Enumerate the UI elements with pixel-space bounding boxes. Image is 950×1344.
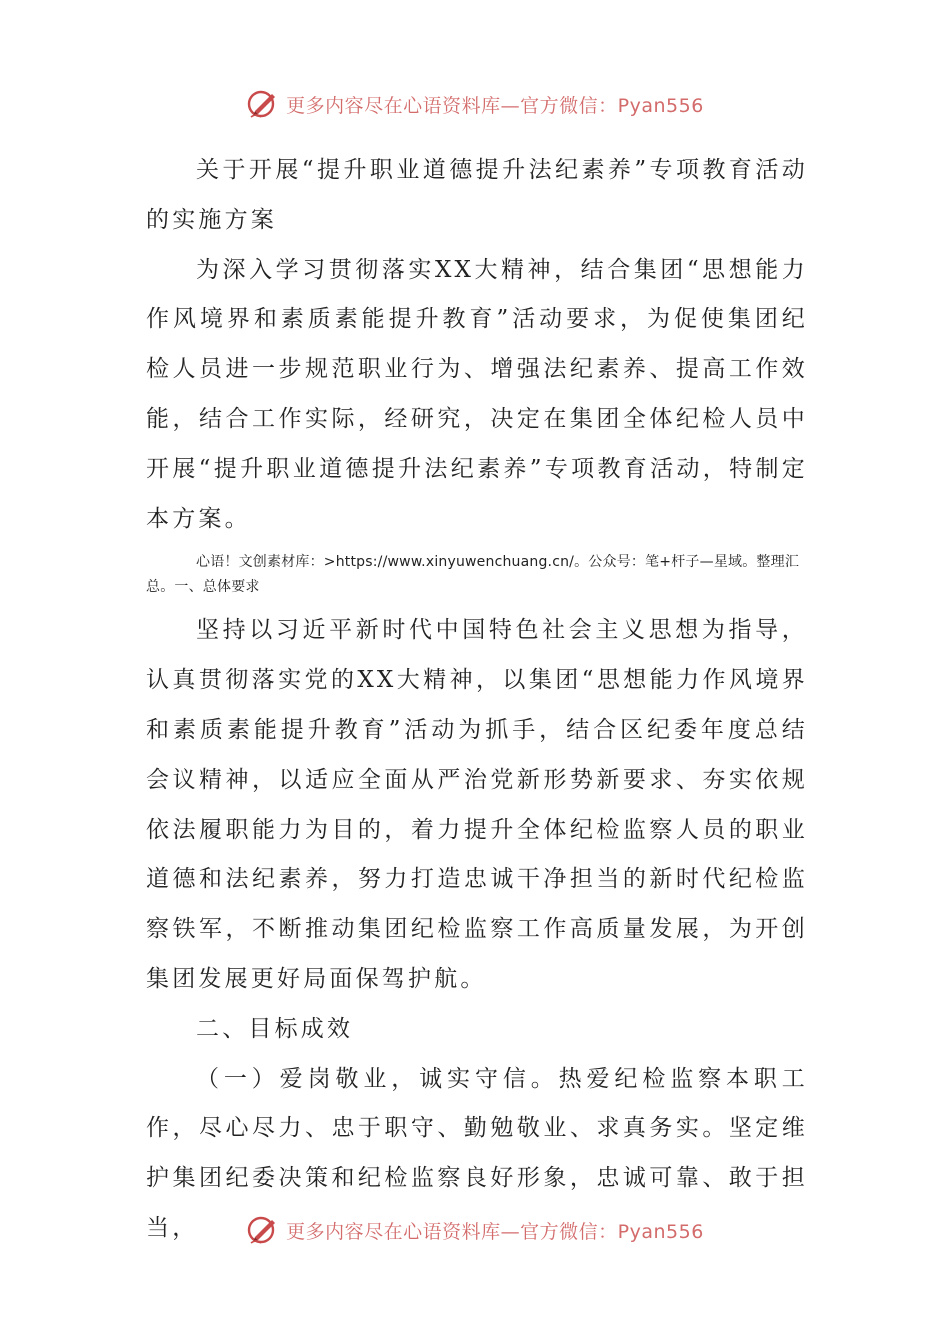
banner-label: 更多内容尽在心语资料库—官方微信： (286, 94, 618, 117)
pen-logo-icon (246, 1213, 280, 1247)
banner-label: 更多内容尽在心语资料库—官方微信： (286, 1220, 618, 1243)
footer-banner (0, 1210, 950, 1250)
overall-requirements-paragraph: 坚持以习近平新时代中国特色社会主义思想为指导，认真贯彻落实党的XX大精神，以集团“思想能力作风境界和素质素能提升教育”活动为抓手，结合区纪委年度总结会议精神，以适应全面从严治党新形势新要求、夯实依规依法履职能力为目的，着力提升全体纪检监察人员的职业道德和法纪素养，努力打造忠诚干净担当的新时代纪检监察铁军，不断推动集团纪检监察工作高质量发展，为开创集团发展更好局面保驾护航。 (146, 617, 808, 992)
pen-logo-icon (246, 87, 280, 121)
item-one-paragraph: （一）爱岗敬业，诚实守信。热爱纪检监察本职工作，尽心尽力、忠于职守、勤勉敬业、求真务实。坚定维护集团纪委决策和纪检监察良好形象，忠诚可靠、敢于担当， (146, 1065, 808, 1241)
banner-text (286, 1217, 704, 1244)
banner-text (286, 91, 704, 118)
source-note: 心语！文创素材库：>https://www.xinyuwenchuang.cn/。公众号：笔+杆子—星域。整理汇总。一、总体要求 (146, 554, 800, 596)
banner-handle: Pyan556 (617, 94, 704, 117)
document-body (146, 146, 808, 1254)
intro-paragraph: 为深入学习贯彻落实XX大精神，结合集团“思想能力作风境界和素质素能提升教育”活动要求，为促使集团纪检人员进一步规范职业行为、增强法纪素养、提高工作效能，结合工作实际，经研究，决定在集团全体纪检人员中开展“提升职业道德提升法纪素养”专项教育活动，特制定本方案。 (146, 256, 808, 532)
banner-handle: Pyan556 (617, 1220, 704, 1243)
section-two-heading: 二、目标成效 (196, 1015, 354, 1042)
document-title: 关于开展“提升职业道德提升法纪素养”专项教育活动的实施方案 (146, 157, 808, 233)
header-banner (0, 84, 950, 124)
